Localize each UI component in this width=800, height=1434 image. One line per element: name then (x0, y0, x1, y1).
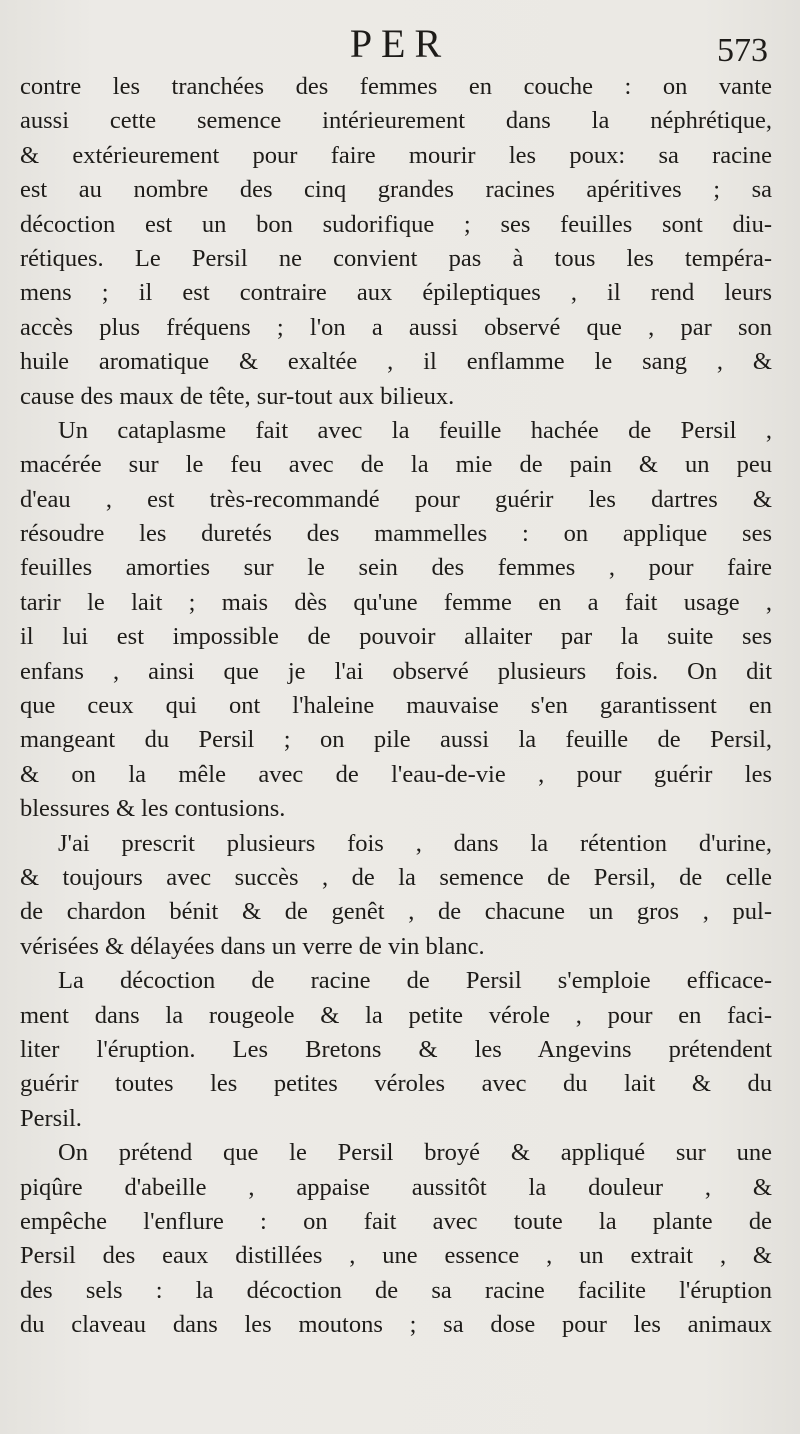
text-line: On prétend que le Persil broyé & appliqué sur une (58, 1139, 772, 1167)
paragraph (20, 70, 772, 414)
body-text (20, 70, 772, 1342)
text-line: guérir toutes les petites véroles avec du lait & du (20, 1070, 772, 1098)
text-line: aussi cette semence intérieurement dans la néphrétique, (20, 107, 772, 135)
text-line: feuilles amorties sur le sein des femmes , pour faire (20, 554, 772, 582)
text-line: huile aromatique & exaltée , il enflamme le sang , & (20, 348, 772, 376)
text-line: vérisées & délayées dans un verre de vin blanc. (20, 932, 485, 960)
text-line: Persil des eaux distillées , une essence , un extrait , & (20, 1242, 772, 1270)
page-header (0, 22, 800, 70)
text-line: & toujours avec succès , de la semence de Persil, de celle (20, 863, 772, 891)
text-line: de chardon bénit & de genêt , de chacune un gros , pul- (20, 898, 772, 926)
paragraph (20, 1136, 772, 1342)
page-number: 573 (717, 32, 768, 69)
text-line: du claveau dans les moutons ; sa dose pour les animaux (20, 1311, 772, 1339)
text-line: piqûre d'abeille , appaise aussitôt la douleur , & (20, 1173, 772, 1201)
text-line: que ceux qui ont l'haleine mauvaise s'en garantissent en (20, 692, 772, 720)
text-line: macérée sur le feu avec de la mie de pain & un peu (20, 451, 772, 479)
text-line: résoudre les duretés des mammelles : on applique ses (20, 520, 772, 548)
text-line: contre les tranchées des femmes en couche : on vante (20, 73, 772, 100)
text-line: accès plus fréquens ; l'on a aussi observé que , par son (20, 313, 772, 341)
text-line: est au nombre des cinq grandes racines apéritives ; sa (20, 176, 772, 204)
paragraph (20, 964, 772, 1136)
running-head: PER (349, 21, 451, 66)
text-line: blessures & les contusions. (20, 795, 286, 823)
text-line: d'eau , est très-recommandé pour guérir les dartres & (20, 485, 772, 513)
text-line: des sels : la décoction de sa racine facilite l'éruption (20, 1276, 772, 1304)
text-line: enfans , ainsi que je l'ai observé plusieurs fois. On dit (20, 657, 772, 685)
text-line: liter l'éruption. Les Bretons & les Angevins prétendent (20, 1035, 772, 1063)
text-line: mangeant du Persil ; on pile aussi la feuille de Persil, (20, 726, 772, 754)
text-line: & on la mêle avec de l'eau-de-vie , pour guérir les (20, 760, 772, 788)
text-line: J'ai prescrit plusieurs fois , dans la rétention d'urine, (58, 829, 772, 857)
text-line: Persil. (20, 1104, 82, 1132)
text-line: & extérieurement pour faire mourir les poux: sa racine (20, 141, 772, 169)
paragraph (20, 827, 772, 965)
text-line: ment dans la rougeole & la petite vérole , pour en faci- (20, 1001, 772, 1029)
text-line: décoction est un bon sudorifique ; ses feuilles sont diu- (20, 210, 772, 238)
text-line: Un cataplasme fait avec la feuille hachée de Persil , (58, 416, 772, 444)
text-line: empêche l'enflure : on fait avec toute la plante de (20, 1207, 772, 1235)
text-line: tarir le lait ; mais dès qu'une femme en a fait usage , (20, 588, 772, 616)
paragraph (20, 414, 772, 827)
text-line: il lui est impossible de pouvoir allaiter par la suite ses (20, 623, 772, 651)
text-line: cause des maux de tête, sur-tout aux bilieux. (20, 382, 455, 410)
text-line: La décoction de racine de Persil s'emploie efficace- (58, 967, 772, 995)
text-line: rétiques. Le Persil ne convient pas à tous les tempéra- (20, 244, 772, 272)
text-line: mens ; il est contraire aux épileptiques , il rend leurs (20, 279, 772, 307)
